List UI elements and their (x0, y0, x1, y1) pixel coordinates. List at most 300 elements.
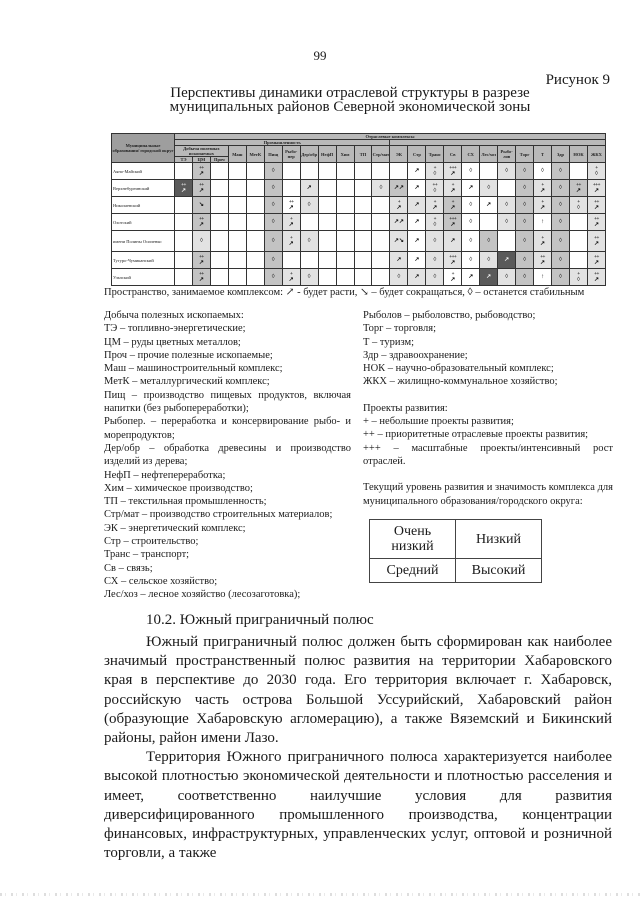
dynamics-icon: ◊ (307, 274, 311, 280)
matrix-cell (372, 197, 390, 214)
project-marker: + (397, 199, 401, 205)
dynamics-icon: ◊ (271, 185, 275, 191)
dynamics-icon: ↗ (504, 257, 510, 263)
column-header: Дер/обр (300, 146, 318, 163)
matrix-cell (516, 214, 534, 231)
dynamics-icon: ↗ (414, 219, 420, 225)
matrix-cell (300, 197, 318, 214)
project-marker: + (433, 216, 436, 222)
matrix-cell (480, 269, 498, 286)
matrix-cell (569, 180, 587, 197)
dynamics-icon: ↗ (450, 259, 456, 266)
matrix-cell (246, 269, 264, 286)
matrix-cell (516, 231, 534, 252)
table-row (112, 197, 606, 214)
matrix-cell (426, 180, 444, 197)
column-header: Стр/мат (372, 146, 390, 163)
column-header: ТЭ (175, 157, 193, 163)
current-level-legend (369, 519, 542, 583)
column-header: Пищ (264, 146, 282, 163)
dynamics-icon: ↗ (486, 274, 492, 280)
column-header: Рыбо-пер (282, 146, 300, 163)
matrix-cell (246, 252, 264, 269)
matrix-cell (175, 197, 193, 214)
abbreviation-item: Маш – машиностроительный комплекс; (104, 363, 283, 375)
matrix-cell (408, 231, 426, 252)
abbreviations-right (363, 309, 613, 508)
dynamics-icon: ◊ (271, 238, 275, 244)
matrix-cell (354, 197, 372, 214)
dynamics-icon: ↗ (450, 276, 456, 283)
matrix-cell (552, 231, 570, 252)
matrix-cell (480, 214, 498, 231)
matrix-cell (587, 252, 605, 269)
dynamics-icon: ↗ (468, 274, 474, 280)
dynamics-icon: ↗ (540, 240, 546, 247)
dynamics-icon: ↗ (414, 185, 420, 191)
table-row (112, 214, 606, 231)
matrix-cell (300, 180, 318, 197)
matrix-cell (534, 214, 552, 231)
dynamics-icon: ◊ (271, 257, 275, 263)
top-header: Отраслевые комплексы (175, 134, 606, 140)
dynamics-icon: ◊ (576, 204, 580, 211)
dynamics-icon: ↗ (540, 187, 546, 194)
dynamics-icon: ↗ (414, 238, 420, 244)
matrix-cell (246, 163, 264, 180)
matrix-cell (516, 197, 534, 214)
project-marker: + (541, 182, 544, 188)
column-header: СХ (462, 146, 480, 163)
dynamics-icon: ◊ (433, 238, 437, 244)
matrix-cell (282, 231, 300, 252)
matrix-cell (408, 269, 426, 286)
column-header: Транс (426, 146, 444, 163)
industry-header: Промышленность (175, 140, 390, 146)
abbreviation-item: Проч – прочие полезные ископаемые; (104, 349, 273, 361)
matrix-cell (552, 197, 570, 214)
matrix-cell (480, 163, 498, 180)
matrix-cell (264, 269, 282, 286)
column-header: Лес/хоз (480, 146, 498, 163)
matrix-cell (408, 252, 426, 269)
matrix-cell (175, 269, 193, 286)
project-marker: ++ (594, 199, 599, 205)
dynamics-icon: ◊ (523, 219, 527, 225)
matrix-cell (372, 269, 390, 286)
matrix-cell (336, 197, 354, 214)
column-header: Торг (516, 146, 534, 163)
abbreviation-item: Транс – транспорт; (104, 549, 190, 561)
figure-title-line-1: Перспективы динамики отраслевой структуры в разрезе (170, 85, 530, 101)
table-row (112, 252, 606, 269)
column-header: Св (444, 146, 462, 163)
matrix-cell (282, 197, 300, 214)
section-heading: 10.2. Южный приграничный полюс (146, 612, 374, 628)
dynamics-icon: ↗ (468, 185, 474, 191)
matrix-cell (498, 197, 516, 214)
matrix-cell (264, 197, 282, 214)
scan-artifact-line (0, 893, 640, 896)
project-marker: +++ (449, 216, 457, 222)
matrix-cell (192, 269, 210, 286)
project-marker: ++ (594, 254, 599, 260)
matrix-cell (175, 231, 193, 252)
matrix-cell (318, 231, 336, 252)
project-marker: + (451, 271, 454, 277)
project-marker: + (541, 199, 544, 205)
project-marker: ++ (594, 216, 599, 222)
project-marker: ++ (432, 182, 438, 188)
matrix-cell (192, 197, 210, 214)
matrix-cell (264, 214, 282, 231)
matrix-cell (390, 231, 408, 252)
dynamics-icon: ◊ (433, 170, 437, 177)
dynamics-icon: ↗↗ (393, 185, 404, 191)
matrix-cell (300, 163, 318, 180)
dynamics-icon: ◊ (433, 187, 437, 194)
dynamics-icon: ◊ (505, 274, 509, 280)
column-header: Здр (552, 146, 570, 163)
matrix-cell (498, 252, 516, 269)
dynamics-icon: ◊ (433, 257, 437, 263)
project-marker: + (541, 235, 544, 241)
matrix-cell (587, 180, 605, 197)
matrix-cell (336, 252, 354, 269)
matrix-cell (264, 163, 282, 180)
column-header: Проч (210, 157, 228, 163)
matrix-cell (372, 231, 390, 252)
dynamics-icon: ◊ (433, 274, 437, 280)
matrix-cell (264, 252, 282, 269)
matrix-cell (372, 214, 390, 231)
matrix-cell (408, 180, 426, 197)
column-header: НОК (569, 146, 587, 163)
column-header: Рыбо-лов (498, 146, 516, 163)
matrix-cell (462, 252, 480, 269)
matrix-cell (282, 163, 300, 180)
matrix-cell (534, 197, 552, 214)
matrix-cell (498, 180, 516, 197)
project-marker: + (451, 182, 454, 188)
matrix-cell (390, 197, 408, 214)
matrix-cell (300, 231, 318, 252)
abbreviation-item: ЦМ – руды цветных металлов; (104, 336, 241, 348)
abbreviation-item: Стр/мат – производство строительных материалов; (104, 509, 333, 521)
matrix-cell (516, 252, 534, 269)
industry-matrix-table (111, 133, 606, 286)
project-marker: ++ (594, 271, 599, 277)
column-header: ЭК (390, 146, 408, 163)
matrix-cell (318, 214, 336, 231)
table-row (112, 180, 606, 197)
matrix-cell (336, 180, 354, 197)
dynamics-icon: ↗ (288, 240, 294, 247)
dynamics-icon: ↗ (593, 187, 599, 194)
abbreviation-item: Здр – здравоохранение; (363, 349, 468, 361)
matrix-cell (462, 269, 480, 286)
matrix-cell (390, 269, 408, 286)
matrix-cell (175, 163, 193, 180)
matrix-cell (300, 252, 318, 269)
dynamics-icon: ◊ (523, 168, 527, 174)
matrix-cell (480, 197, 498, 214)
dynamics-icon: ↗ (593, 221, 599, 228)
dynamics-icon: ◊ (469, 238, 473, 244)
dynamics-icon: ↗ (540, 204, 546, 211)
dynamics-icon: ↗ (306, 185, 312, 191)
dynamics-icon: ↗ (396, 204, 402, 211)
dynamics-icon: ◊ (505, 219, 509, 225)
matrix-cell (426, 197, 444, 214)
matrix-cell (569, 269, 587, 286)
abbreviation-item: Хим – химическое производство; (104, 482, 253, 494)
dynamics-icon: ◊ (559, 219, 562, 225)
dynamics-icon: ◊ (505, 202, 509, 208)
project-marker: + (290, 235, 293, 241)
dynamics-icon: ◊ (559, 168, 562, 174)
dynamics-icon: ↗ (396, 257, 402, 263)
abbreviation-item: Пищ – производство пищевых продуктов, включая напитки (без рыбопереработки); (104, 389, 351, 415)
dynamics-icon: ↗ (540, 259, 546, 266)
dynamics-icon: ↗ (593, 259, 599, 266)
dynamics-icon: ◊ (397, 274, 401, 280)
matrix-cell (462, 214, 480, 231)
project-legend-item: ++ – приоритетные отраслевые проекты развития; (363, 429, 589, 441)
dynamics-icon: ◊ (271, 168, 275, 174)
matrix-cell (444, 163, 462, 180)
matrix-cell (175, 214, 193, 231)
column-header: ТП (354, 146, 372, 163)
matrix-cell (210, 180, 228, 197)
matrix-cell (210, 269, 228, 286)
abbreviation-item: ЖКХ – жилищно-коммунальное хозяйство; (363, 376, 558, 388)
abbreviation-item: Лес/хоз – лесное хозяйство (лесозаготовка); (104, 589, 301, 601)
abbreviation-item: ТЭ – топливно-энергетические; (104, 323, 246, 335)
matrix-cell (480, 252, 498, 269)
level-low: Низкий (456, 520, 542, 559)
project-marker: ++ (540, 254, 545, 260)
row-label: Тугуро-Чумиканский (112, 252, 175, 269)
matrix-cell (444, 214, 462, 231)
dynamics-icon: ◊ (307, 202, 311, 208)
level-medium: Средний (370, 559, 456, 583)
dynamics-icon: ◊ (559, 202, 562, 208)
dynamics-icon: ↗ (198, 187, 204, 194)
dynamics-icon: ↑ (541, 219, 545, 225)
matrix-cell (426, 214, 444, 231)
matrix-cell (210, 252, 228, 269)
row-label: Ульчский (112, 269, 175, 286)
matrix-cell (587, 163, 605, 180)
paragraph: Территория Южного приграничного полюса характеризуется наиболее высокой плотностью экономической деятельности и плотностью расселения и имеет, соответственно наилучшие условия для развития диверсифицированного промышленного производства, концентрации финансовых, инфраструктурных, управленческих услуг, оптовой и розничной торговли, а также (104, 749, 612, 862)
dynamics-icon: ◊ (559, 257, 562, 263)
abbreviations-left (104, 309, 351, 602)
matrix-cell (516, 163, 534, 180)
matrix-cell (228, 197, 246, 214)
project-legend-item: +++ – масштабные проекты/интенсивный рост отраслей. (363, 442, 613, 467)
table-row (112, 231, 606, 252)
matrix-cell (192, 180, 210, 197)
dynamics-icon: ↗ (450, 170, 456, 177)
dynamics-icon: ◊ (576, 276, 580, 283)
project-marker: ++ (288, 199, 294, 205)
matrix-cell (552, 214, 570, 231)
matrix-cell (318, 269, 336, 286)
matrix-cell (390, 180, 408, 197)
dynamics-icon: ◊ (433, 221, 437, 228)
row-label: Верхнебуреинский (112, 180, 175, 197)
dynamics-icon: ◊ (271, 202, 275, 208)
matrix-cell (462, 231, 480, 252)
matrix-cell (534, 231, 552, 252)
matrix-cell (587, 231, 605, 252)
matrix-cell (534, 180, 552, 197)
figure-title (150, 86, 550, 114)
dynamics-icon: ◊ (271, 274, 275, 280)
matrix-cell (192, 163, 210, 180)
column-header: МетК (246, 146, 264, 163)
section-body (104, 633, 612, 863)
matrix-cell (587, 269, 605, 286)
figure-label: Рисунок 9 (545, 72, 610, 88)
matrix-cell (228, 214, 246, 231)
matrix-cell (372, 180, 390, 197)
dynamics-icon: ◊ (541, 168, 545, 174)
dynamics-icon: ◊ (523, 257, 527, 263)
matrix-cell (354, 252, 372, 269)
matrix-cell (300, 214, 318, 231)
figure-title-line-2: муниципальных районов Северной экономической зоны (169, 99, 531, 115)
project-marker: ++ (199, 254, 204, 260)
matrix-cell (210, 231, 228, 252)
dynamics-icon: ◊ (469, 168, 473, 174)
matrix-cell (569, 197, 587, 214)
table-row (112, 269, 606, 286)
matrix-cell (354, 163, 372, 180)
matrix-cell (552, 269, 570, 286)
dynamics-icon: ◊ (469, 202, 473, 208)
matrix-cell (408, 214, 426, 231)
dynamics-icon: ↗ (593, 240, 599, 247)
matrix-cell (246, 214, 264, 231)
matrix-cell (390, 252, 408, 269)
matrix-cell (246, 197, 264, 214)
row-label: имени Полины Осипенко (112, 231, 175, 252)
dynamics-icon: ◊ (523, 185, 527, 191)
dynamics-icon: ◊ (523, 238, 527, 244)
dynamics-icon: ↗ (414, 274, 420, 280)
matrix-cell (246, 231, 264, 252)
matrix-cell (587, 197, 605, 214)
matrix-cell (354, 231, 372, 252)
abbreviation-item: ТП – текстильная промышленность; (104, 496, 267, 508)
matrix-cell (318, 163, 336, 180)
matrix-cell (498, 269, 516, 286)
column-header: Стр (408, 146, 426, 163)
project-marker: + (290, 271, 293, 277)
level-high: Высокий (456, 559, 542, 583)
project-marker: + (433, 165, 436, 171)
project-marker: + (433, 199, 436, 205)
matrix-cell (354, 180, 372, 197)
matrix-cell (228, 269, 246, 286)
matrix-cell (264, 231, 282, 252)
dynamics-icon: ◊ (199, 238, 203, 244)
dynamics-icon: ↗ (432, 204, 438, 211)
matrix-cell (534, 269, 552, 286)
dynamics-icon: ↗ (198, 221, 204, 228)
dynamics-icon: ↑ (541, 274, 545, 280)
page-number: 99 (313, 48, 327, 63)
matrix-cell (516, 269, 534, 286)
dynamics-icon: ↗ (288, 276, 294, 283)
dynamics-icon: ◊ (505, 168, 509, 174)
dynamics-icon: ◊ (523, 202, 527, 208)
matrix-cell (552, 180, 570, 197)
matrix-cell (390, 163, 408, 180)
dynamics-icon: ◊ (559, 238, 562, 244)
column-header: Т (534, 146, 552, 163)
matrix-cell (569, 252, 587, 269)
table-row (112, 163, 606, 180)
matrix-cell (390, 214, 408, 231)
projects-title: Проекты развития: (363, 402, 448, 414)
matrix-cell (587, 214, 605, 231)
project-marker: ++ (199, 165, 204, 171)
dynamics-icon: ↗ (450, 238, 456, 244)
corner-header: Муниципальные образования/ городской округ (112, 134, 175, 163)
dynamics-icon: ↗ (198, 276, 204, 283)
dynamics-icon: ↗ (414, 257, 420, 263)
abbreviation-item: ЭК – энергетический комплекс; (104, 522, 246, 534)
matrix-cell (444, 180, 462, 197)
column-header: НефП (318, 146, 336, 163)
dynamics-icon: ↗ (450, 204, 456, 211)
project-marker: ++ (199, 216, 204, 222)
project-marker: +++ (592, 182, 600, 188)
dynamics-icon: ↗ (414, 202, 420, 208)
matrix-cell (192, 231, 210, 252)
matrix-cell (300, 269, 318, 286)
matrix-cell (282, 252, 300, 269)
dynamics-icon: ↗ (288, 204, 294, 211)
dynamics-icon: ↗↗ (393, 219, 404, 225)
matrix-cell (444, 231, 462, 252)
matrix-cell (552, 252, 570, 269)
dynamics-icon: ↗ (288, 221, 294, 228)
matrix-cell (210, 163, 228, 180)
dynamics-icon: ↘ (198, 202, 204, 208)
dynamics-icon: ↗ (575, 187, 581, 194)
matrix-cell (372, 252, 390, 269)
project-marker: + (577, 271, 580, 277)
matrix-cell (282, 269, 300, 286)
row-label: Николаевский (112, 197, 175, 214)
matrix-cell (228, 231, 246, 252)
project-marker: + (595, 165, 598, 171)
matrix-cell (228, 180, 246, 197)
dynamics-icon: ◊ (487, 257, 491, 263)
dynamics-icon: ◊ (469, 257, 473, 263)
matrix-cell (210, 197, 228, 214)
matrix-cell (534, 163, 552, 180)
dynamics-icon: ↗↘ (393, 238, 404, 244)
matrix-cell (552, 163, 570, 180)
dynamics-icon: ◊ (307, 238, 311, 244)
paragraph: Южный приграничный полюс должен быть сформирован как наиболее значимый пространственный полюс развития на территории Хабаровского края в перспективе до 2030 года. Его территория включает г. Хабаровск, российскую часть острова Большой Уссурийский, Хабаровский район (образующие Хабаровскую агломерацию), а также Вяземский и Бикинский районы, район имени Лазо. (104, 634, 612, 747)
project-marker: + (290, 216, 293, 222)
